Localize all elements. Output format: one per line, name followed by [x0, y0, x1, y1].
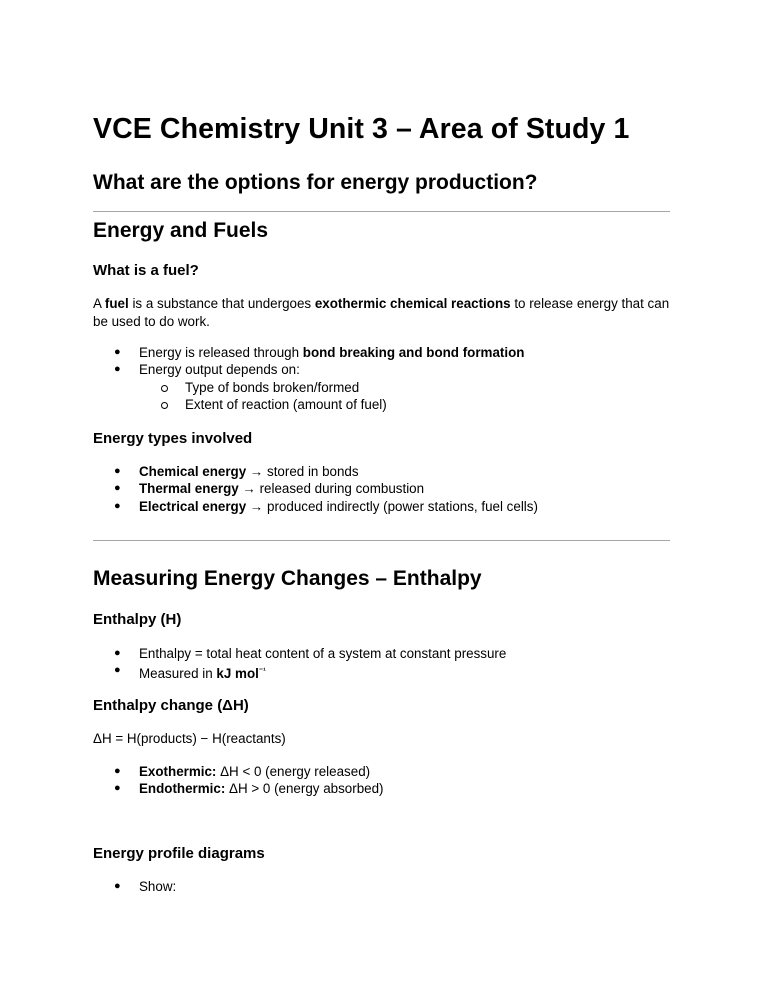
heading-what-is-fuel: What is a fuel? [93, 262, 199, 279]
enthalpy-formula: ΔH = H(products) − H(reactants) [93, 731, 286, 746]
list-item: ● Exothermic: ΔH < 0 (energy released) [114, 764, 371, 779]
energy-types-list [93, 463, 538, 515]
enthalpy-list [93, 645, 506, 683]
page-title: VCE Chemistry Unit 3 – Area of Study 1 [93, 113, 630, 145]
circle-bullet-icon [161, 385, 168, 392]
heading-enthalpy-change: Enthalpy change (ΔH) [93, 697, 249, 714]
energy-profile-list [93, 878, 176, 895]
bullet-icon: ● [114, 647, 121, 659]
list-item: ● Show: [114, 879, 177, 894]
heading-energy-profile: Energy profile diagrams [93, 845, 265, 862]
bullet-icon: ● [114, 363, 121, 376]
enthalpy-change-list [93, 763, 384, 798]
bullet-icon: ● [114, 765, 121, 777]
list-item: ● Endothermic: ΔH > 0 (energy absorbed) [114, 781, 384, 797]
bullet-icon: ● [114, 880, 121, 892]
heading-energy-types: Energy types involved [93, 430, 253, 447]
fuel-definition-paragraph: A fuel is a substance that undergoes exothermic chemical reactions to release energy that can be used to do work. [93, 296, 670, 329]
bullet-icon: ● [114, 482, 121, 495]
bullet-icon: ● [114, 499, 121, 512]
list-item: ● Thermal energy → released during combustion [114, 481, 425, 497]
list-item: Extent of reaction (amount of fuel) [139, 396, 524, 413]
list-item: ● Energy is released through bond breaking and bond formation [114, 345, 525, 360]
bullet-icon: ● [114, 346, 121, 358]
list-item: ● Enthalpy = total heat content of a system at constant pressure [114, 646, 507, 661]
fuel-bullet-list [93, 344, 524, 413]
term-exothermic: exothermic chemical reactions [314, 296, 511, 311]
list-item: Type of bonds broken/formed [139, 379, 524, 396]
list-item: ● Measured in kJ mol$^{^{-1}}$ [114, 664, 266, 682]
heading-energy-fuels: Energy and Fuels [93, 219, 269, 242]
list-item: ● Chemical energy → stored in bonds [114, 464, 359, 479]
bullet-icon: ● [114, 782, 121, 795]
circle-bullet-icon [161, 402, 168, 409]
divider-1 [93, 211, 670, 212]
heading-enthalpy-h: Enthalpy (H) [93, 611, 182, 628]
sub-list [139, 379, 524, 414]
page-subtitle: What are the options for energy production? [93, 171, 538, 194]
term-fuel: fuel [104, 296, 129, 311]
list-item: ● Electrical energy → produced indirectly (power stations, fuel cells) [114, 498, 538, 514]
heading-enthalpy: Measuring Energy Changes – Enthalpy [93, 567, 482, 590]
list-item: ● Energy output depends on: Type of bonds broken/formed Extent of reaction (amount of fuel) [93, 361, 524, 413]
bullet-icon: ● [114, 664, 121, 677]
bullet-icon: ● [114, 465, 121, 477]
divider-2 [93, 540, 670, 541]
